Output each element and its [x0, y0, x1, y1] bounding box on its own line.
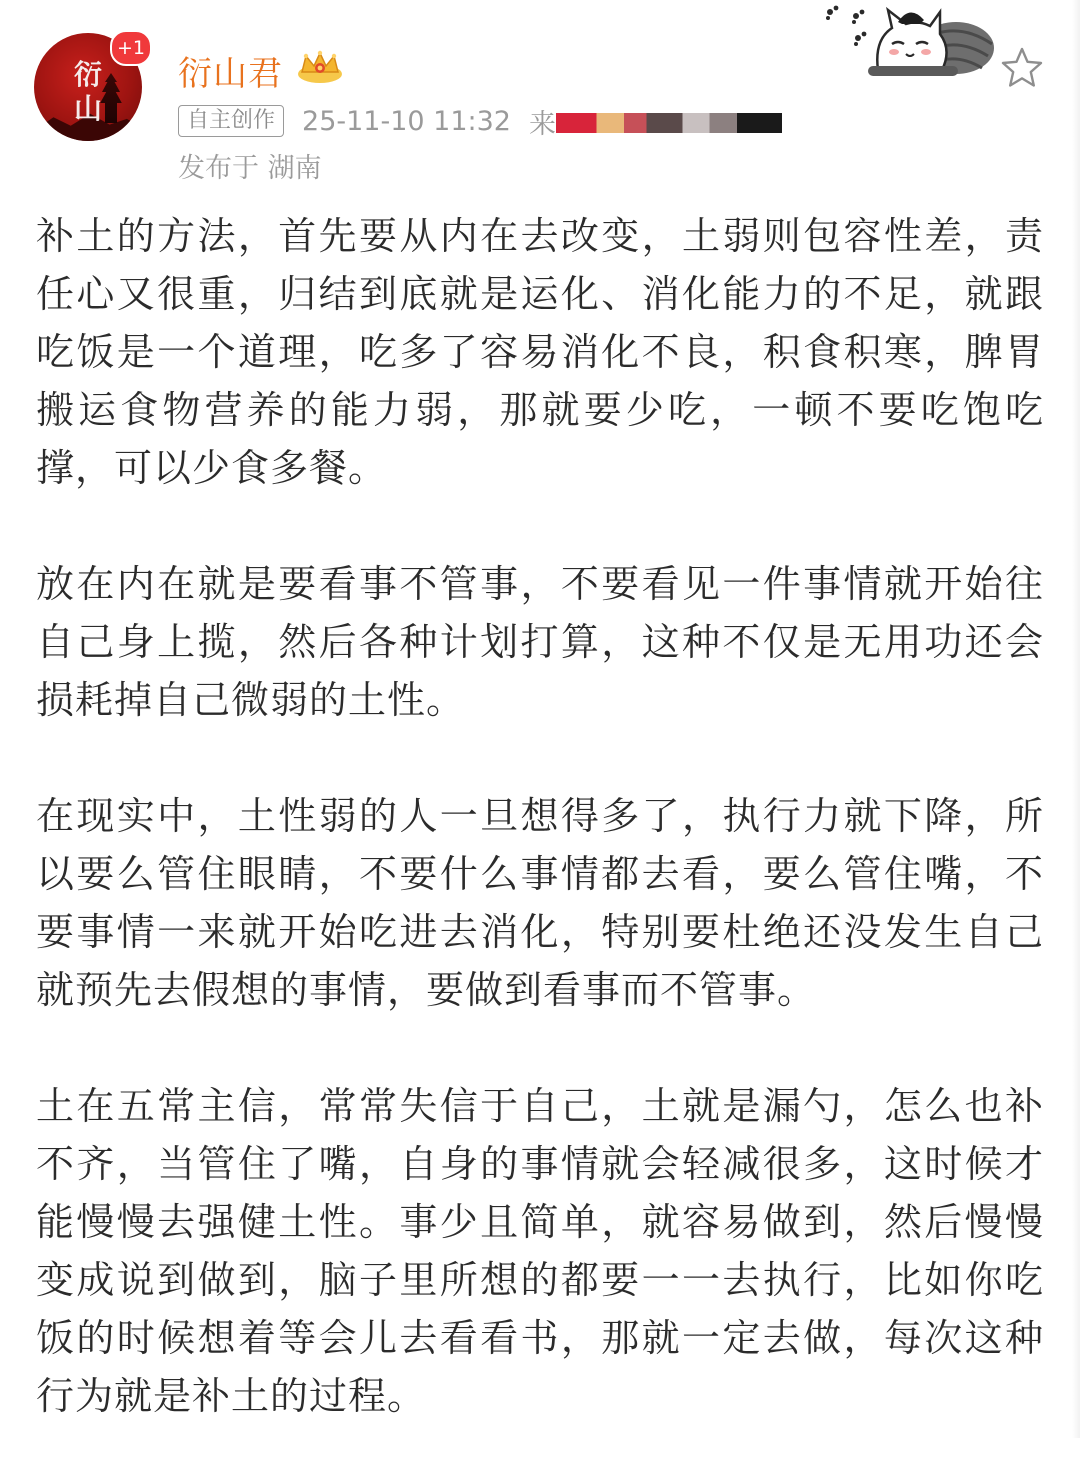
post-timestamp: 25-11-10 11:32	[302, 105, 511, 137]
star-outline-icon[interactable]	[1000, 46, 1044, 90]
original-content-tag: 自主创作	[178, 105, 284, 137]
source-label: 来	[528, 108, 556, 140]
follow-count-badge: +1	[110, 30, 152, 66]
post-header	[0, 0, 1080, 200]
redacted-source	[556, 113, 782, 133]
post-paragraph: 土在五常主信，常常失信于自己，土就是漏勺，怎么也补不齐，当管住了嘴，自身的事情就会轻减很多，这时候才能慢慢去强健土性。事少且简单，就容易做到，然后慢慢变成说到做到，脑子里所想的都要一一去执行，比如你吃饭的时候想着等会儿去看看书，那就一定去做，每次这种行为就是补土的过程。	[36, 1084, 1044, 1418]
crown-badge-icon	[296, 50, 344, 84]
avatar-character-2: 山	[74, 92, 103, 125]
post-paragraph: 补土的方法，首先要从内在去改变，土弱则包容性差，责任心又很重，归结到底就是运化、消化能力的不足，就跟吃饭是一个道理，吃多了容易消化不良，积食积寒，脾胃搬运食物营养的能力弱，那就要少吃，一顿不要吃饱吃撑，可以少食多餐。	[36, 214, 1044, 490]
cat-sticker-icon	[822, 0, 997, 80]
post-paragraph: 在现实中，土性弱的人一旦想得多了，执行力就下降，所以要么管住眼睛，不要什么事情都去看，要么管住嘴，不要事情一来就开始吃进去消化，特别要杜绝还没发生自己就预先去假想的事情，要做到看事而不管事。	[36, 794, 1044, 1012]
post-meta-row	[178, 102, 782, 140]
post-paragraph: 放在内在就是要看事不管事，不要看见一件事情就开始往自己身上揽，然后各种计划打算，这种不仅是无用功还会损耗掉自己微弱的土性。	[36, 562, 1044, 722]
avatar-character-1: 衍	[74, 58, 103, 91]
page-edge-shadow	[1072, 0, 1080, 1438]
author-name[interactable]: 衍山君	[178, 54, 283, 94]
post-body	[36, 207, 1044, 1483]
post-location: 发布于 湖南	[178, 153, 322, 184]
